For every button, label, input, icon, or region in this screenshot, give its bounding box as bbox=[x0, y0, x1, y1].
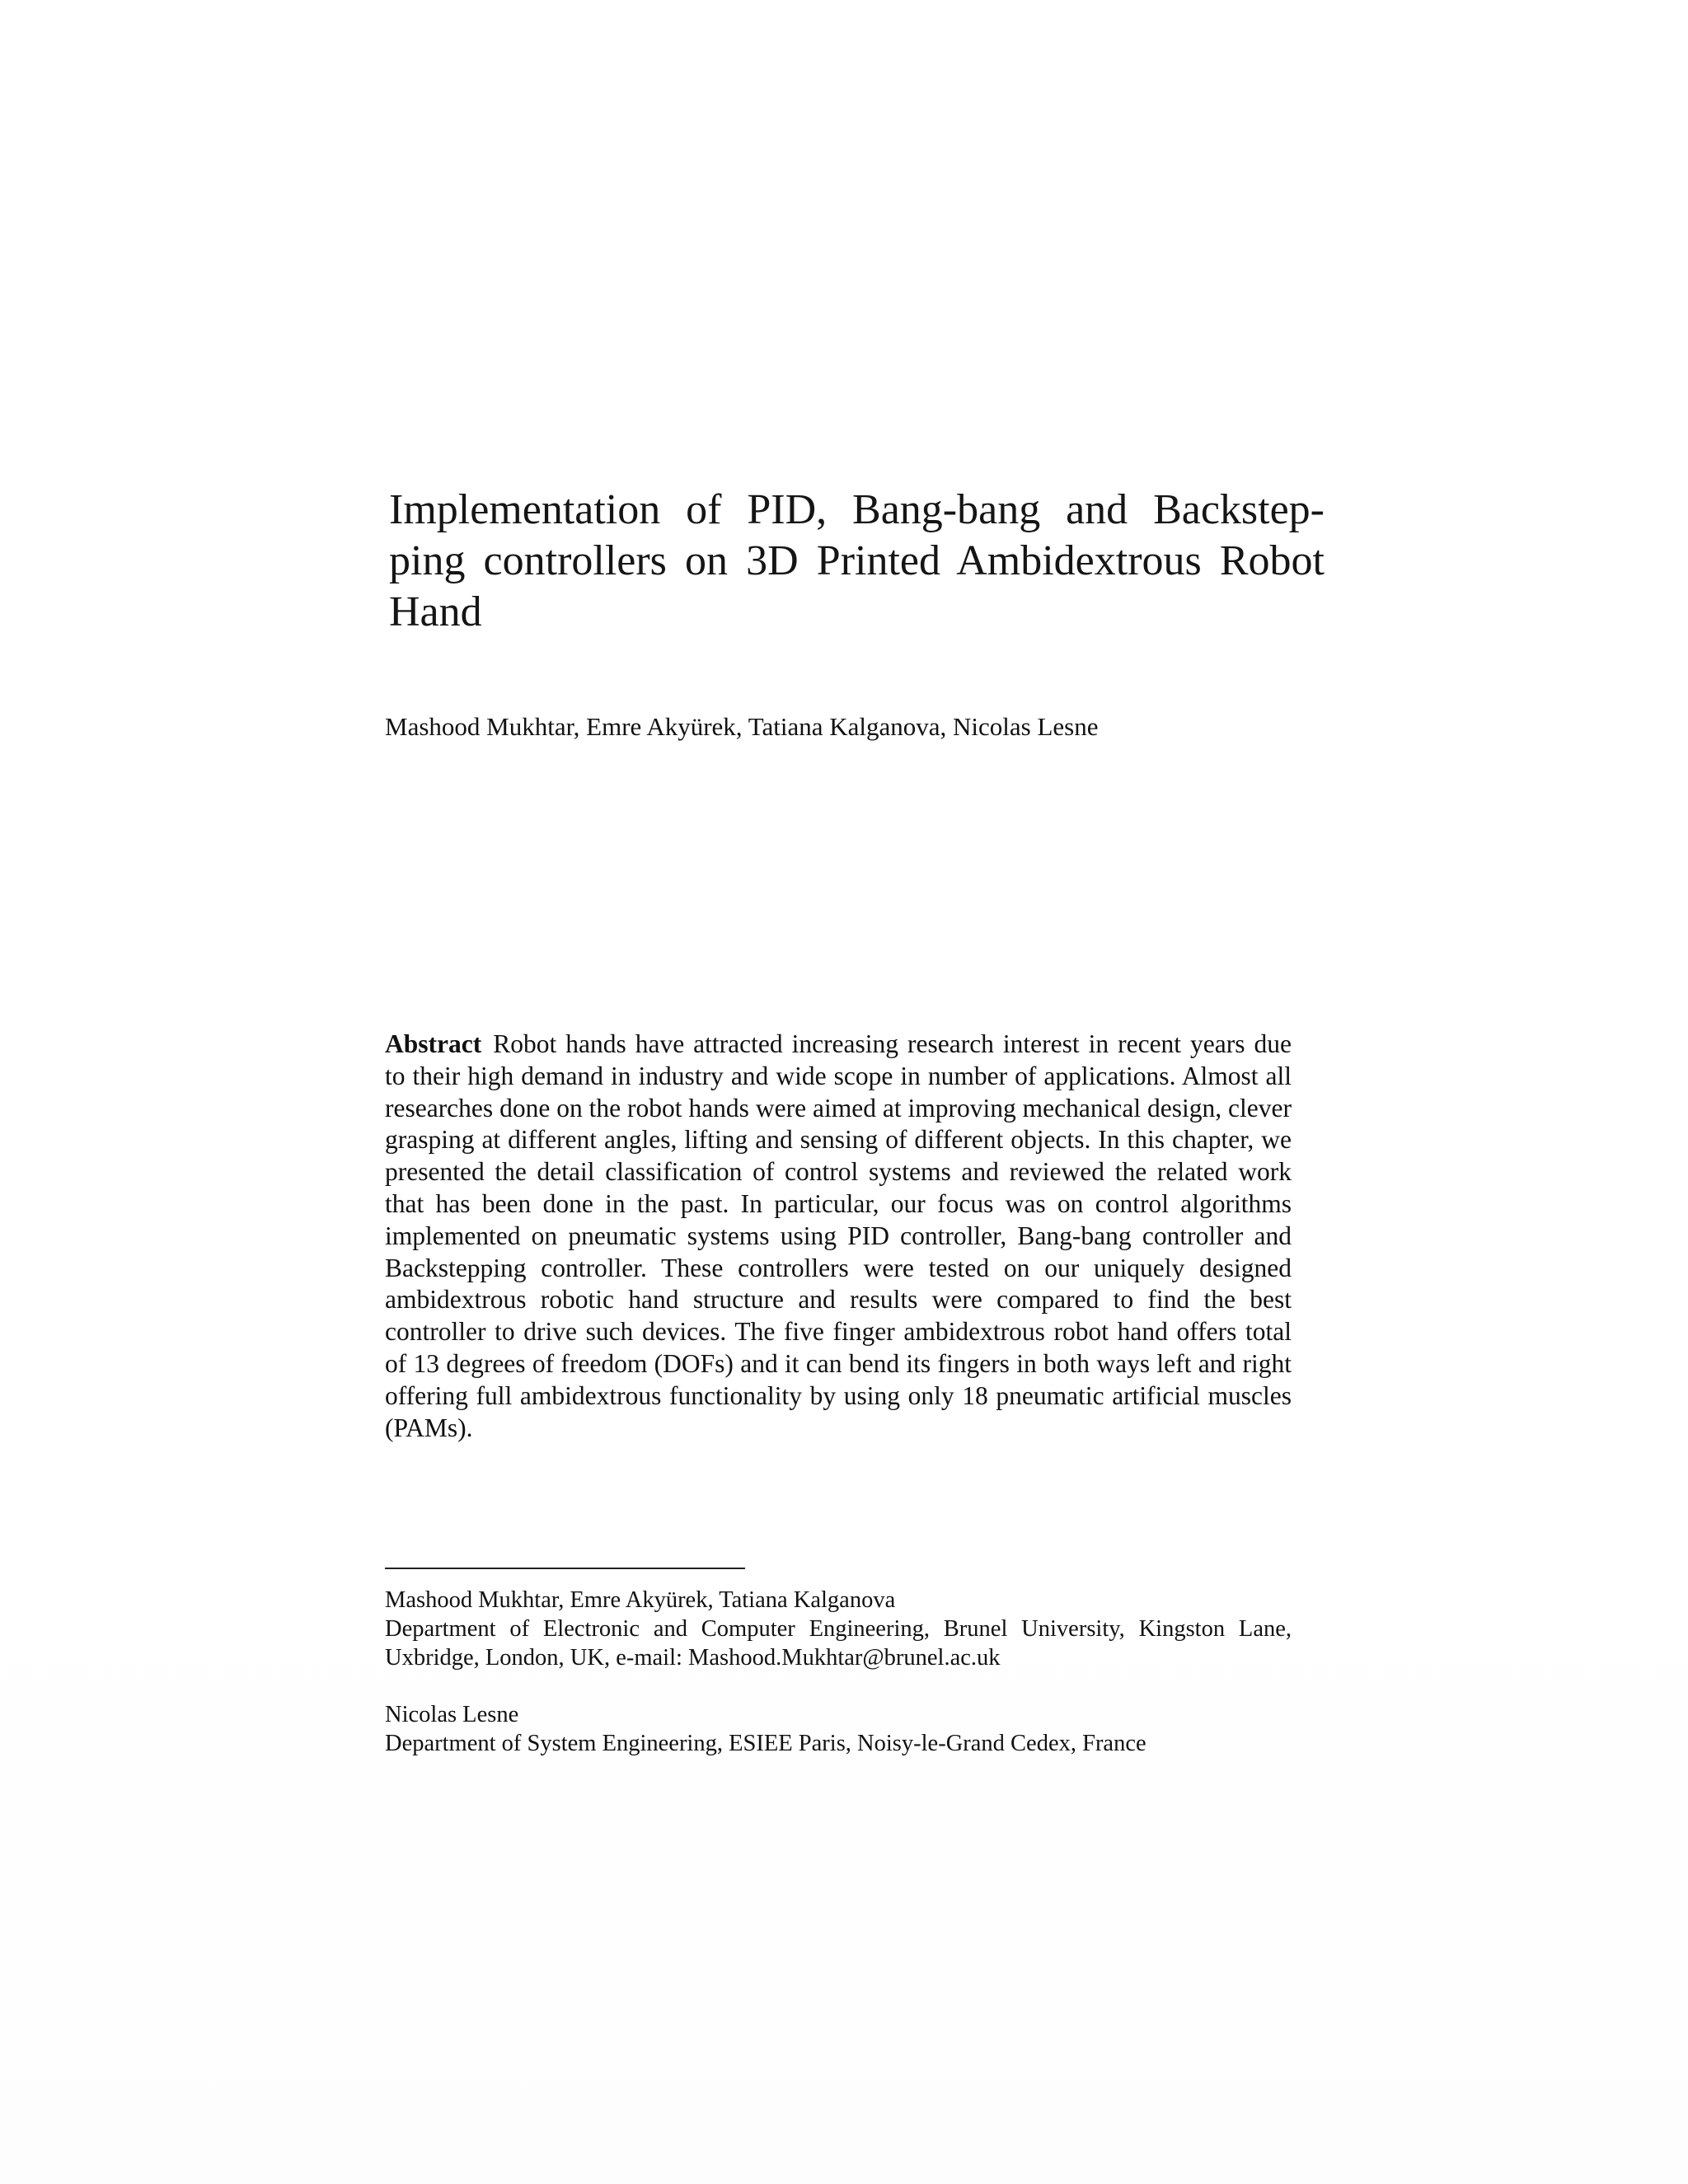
affiliation-address-line: Uxbridge, London, UK, e-mail: Mashood.Mukhtar@brunel.ac.uk bbox=[385, 1645, 1001, 1671]
affiliation-names: Mashood Mukhtar, Emre Akyürek, Tatiana Kalganova bbox=[385, 1587, 896, 1613]
affiliation-block bbox=[385, 1586, 1292, 1672]
footnote-divider bbox=[385, 1568, 745, 1569]
abstract-label: Abstract bbox=[385, 1029, 482, 1058]
abstract-text: Robot hands have attracted increasing research interest in recent years due to their high demand in industry and wide scope in number of applications. Almost all researches done on the robot hands were aimed at improving mechanical design, clever grasping at different angles, lifting and sensing of different objects. In this chapter, we presented the detail classification of control systems and reviewed the related work that has been done in the past. In particular, our focus was on control algorithms implemented on pneumatic systems using PID controller, Bang-bang controller and Backstepping controller. These controllers were tested on our uniquely designed ambidextrous robotic hand structure and results were compared to find the best controller to drive such devices. The five finger ambidextrous robot hand offers total of 13 degrees of freedom (DOFs) and it can bend its fingers in both ways left and right offering full ambidextrous functionality by using only 18 pneumatic artificial muscles (PAMs). bbox=[385, 1029, 1292, 1442]
affiliation-address-line: Department of Electronic and Computer Engineering, Brunel University, Kingston Lane, bbox=[385, 1616, 1292, 1642]
affiliation-names: Nicolas Lesne bbox=[385, 1702, 519, 1727]
paper-title: Implementation of PID, Bang-bang and Backstep-ping controllers on 3D Printed Ambidextrous Robot Hand bbox=[389, 486, 1325, 635]
affiliation-address-line: Department of System Engineering, ESIEE Paris, Noisy-le-Grand Cedex, France bbox=[385, 1731, 1146, 1756]
author-list: Mashood Mukhtar, Emre Akyürek, Tatiana Kalganova, Nicolas Lesne bbox=[385, 712, 1099, 741]
abstract bbox=[385, 1029, 1292, 1444]
affiliation-block bbox=[385, 1700, 1292, 1758]
